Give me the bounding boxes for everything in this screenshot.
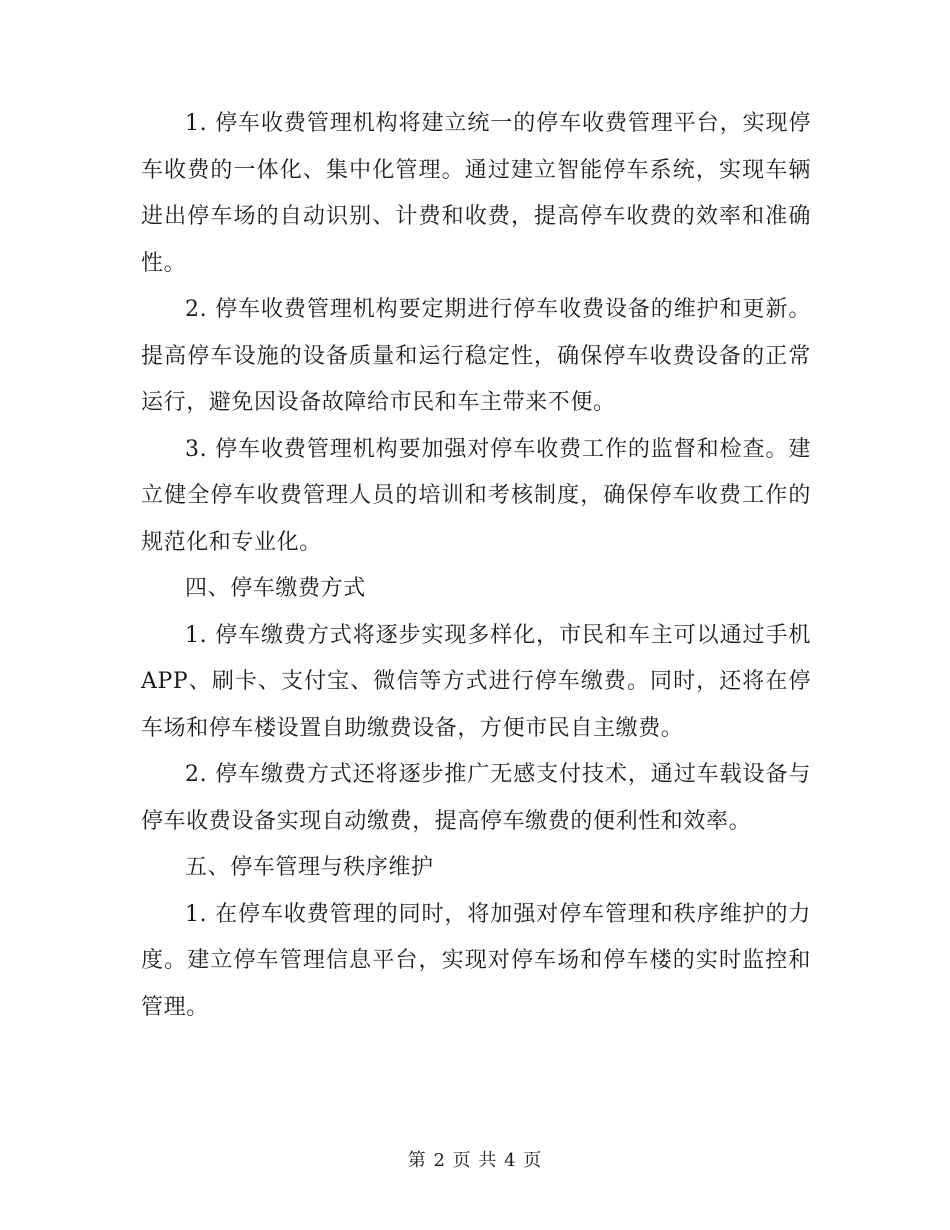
paragraph-supervision: 3. 停车收费管理机构要加强对停车收费工作的监督和检查。建立健全停车收费管理人员的培训和考核制度，确保停车收费工作的规范化和专业化。 (141, 436, 811, 555)
paragraph-contactless-payment: 2. 停车缴费方式还将逐步推广无感支付技术，通过车载设备与停车收费设备实现自动缴费，提高停车缴费的便利性和效率。 (141, 762, 811, 834)
paragraph-parking-management: 1. 在停车收费管理的同时，将加强对停车管理和秩序维护的力度。建立停车管理信息平台，实现对停车场和停车楼的实时监控和管理。 (141, 901, 811, 1020)
section-heading-payment-methods: 四、停车缴费方式 (185, 576, 366, 601)
document-body (141, 101, 811, 1031)
section-heading-parking-order: 五、停车管理与秩序维护 (185, 855, 434, 880)
paragraph-payment-diversity: 1. 停车缴费方式将逐步实现多样化，市民和车主可以通过手机 APP、刷卡、支付宝、微信等方式进行停车缴费。同时，还将在停车场和停车楼设置自助缴费设备，方便市民自主缴费。 (141, 622, 811, 741)
paragraph-fee-platform: 1. 停车收费管理机构将建立统一的停车收费管理平台，实现停车收费的一体化、集中化管理。通过建立智能停车系统，实现车辆进出停车场的自动识别、计费和收费，提高停车收费的效率和准确性。 (141, 111, 811, 276)
page-number-footer: 第 2 页 共 4 页 (407, 1150, 543, 1171)
paragraph-equipment-maintenance: 2. 停车收费管理机构要定期进行停车收费设备的维护和更新。提高停车设施的设备质量和运行稳定性，确保停车收费设备的正常运行，避免因设备故障给市民和车主带来不便。 (141, 297, 811, 415)
